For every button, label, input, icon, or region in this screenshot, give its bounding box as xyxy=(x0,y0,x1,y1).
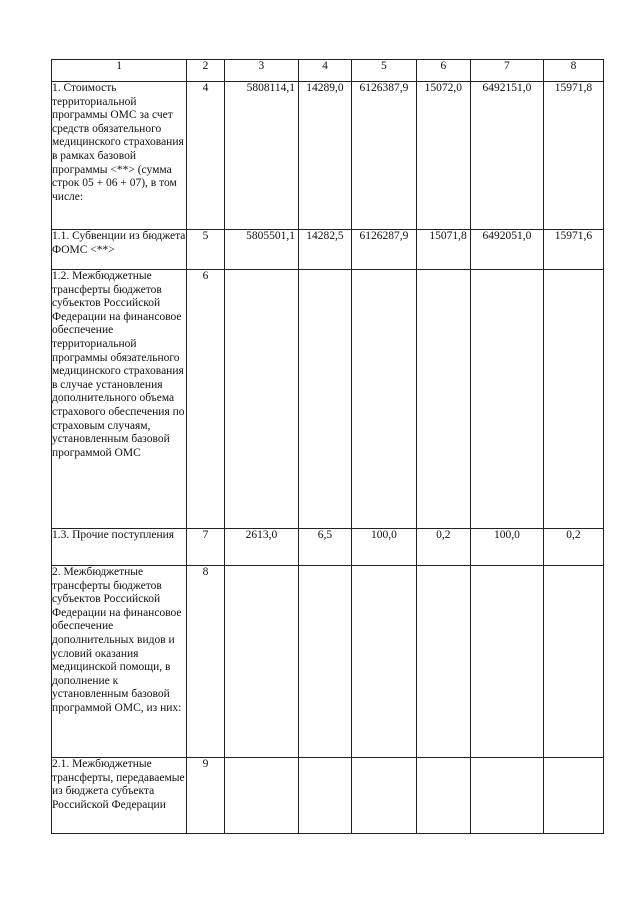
value-cell: 14289,0 xyxy=(299,82,352,230)
line-number: 4 xyxy=(187,82,225,230)
table-row xyxy=(52,529,604,566)
value-cell xyxy=(416,566,470,758)
row-label: 2. Межбюджетные трансферты бюджетов субъектов Российской Федерации на финансовое обеспечение дополнительных видов и условий оказания медицинской помощи, в дополнение к установленным базовой программой ОМС, из них: xyxy=(52,566,187,758)
value-cell xyxy=(299,758,352,834)
col-header-5: 5 xyxy=(351,60,416,82)
col-header-6: 6 xyxy=(416,60,470,82)
value-cell: 100,0 xyxy=(470,529,543,566)
value-cell: 6126287,9 xyxy=(351,230,416,270)
value-cell xyxy=(416,758,470,834)
value-cell xyxy=(299,566,352,758)
value-cell xyxy=(224,758,298,834)
value-cell xyxy=(416,270,470,529)
table-row xyxy=(52,230,604,270)
table-row xyxy=(52,758,604,834)
row-label: 1.2. Межбюджетные трансферты бюджетов субъектов Российской Федерации на финансовое обеспечение территориальной программы обязательного медицинского страхования в случае установления дополнительного объема страхового обеспечения по страховым случаям, установленным базовой программой ОМС xyxy=(52,270,187,529)
value-cell: 6,5 xyxy=(299,529,352,566)
col-header-8: 8 xyxy=(543,60,603,82)
header-row xyxy=(52,60,604,82)
value-cell xyxy=(543,270,603,529)
value-cell xyxy=(224,270,298,529)
row-label: 1.1. Субвенции из бюджета ФОМС <**> xyxy=(52,230,187,270)
value-cell: 0,2 xyxy=(543,529,603,566)
col-header-3: 3 xyxy=(224,60,298,82)
value-cell xyxy=(543,566,603,758)
value-cell: 15971,6 xyxy=(543,230,603,270)
value-cell: 6126387,9 xyxy=(351,82,416,230)
value-cell: 15071,8 xyxy=(416,230,470,270)
budget-table xyxy=(51,59,604,834)
line-number: 6 xyxy=(187,270,225,529)
value-cell: 100,0 xyxy=(351,529,416,566)
row-label: 1. Стоимость территориальной программы ОМС за счет средств обязательного медицинского страхования в рамках базовой программы <**> (сумма строк 05 + 06 + 07), в том числе: xyxy=(52,82,187,230)
line-number: 8 xyxy=(187,566,225,758)
value-cell: 0,2 xyxy=(416,529,470,566)
col-header-4: 4 xyxy=(299,60,352,82)
value-cell: 2613,0 xyxy=(224,529,298,566)
table-row xyxy=(52,82,604,230)
row-label: 1.3. Прочие поступления xyxy=(52,529,187,566)
value-cell xyxy=(470,758,543,834)
line-number: 7 xyxy=(187,529,225,566)
value-cell: 6492151,0 xyxy=(470,82,543,230)
value-cell: 15971,8 xyxy=(543,82,603,230)
line-number: 9 xyxy=(187,758,225,834)
table-row xyxy=(52,566,604,758)
value-cell xyxy=(351,566,416,758)
col-header-2: 2 xyxy=(187,60,225,82)
line-number: 5 xyxy=(187,230,225,270)
value-cell xyxy=(470,566,543,758)
value-cell: 6492051,0 xyxy=(470,230,543,270)
value-cell xyxy=(470,270,543,529)
value-cell: 14282,5 xyxy=(299,230,352,270)
value-cell xyxy=(224,566,298,758)
value-cell xyxy=(299,270,352,529)
row-label: 2.1. Межбюджетные трансферты, передаваемые из бюджета субъекта Российской Федерации xyxy=(52,758,187,834)
value-cell: 5805501,1 xyxy=(224,230,298,270)
col-header-7: 7 xyxy=(470,60,543,82)
table-row xyxy=(52,270,604,529)
value-cell: 15072,0 xyxy=(416,82,470,230)
value-cell: 5808114,1 xyxy=(224,82,298,230)
value-cell xyxy=(543,758,603,834)
col-header-1: 1 xyxy=(52,60,187,82)
value-cell xyxy=(351,270,416,529)
value-cell xyxy=(351,758,416,834)
